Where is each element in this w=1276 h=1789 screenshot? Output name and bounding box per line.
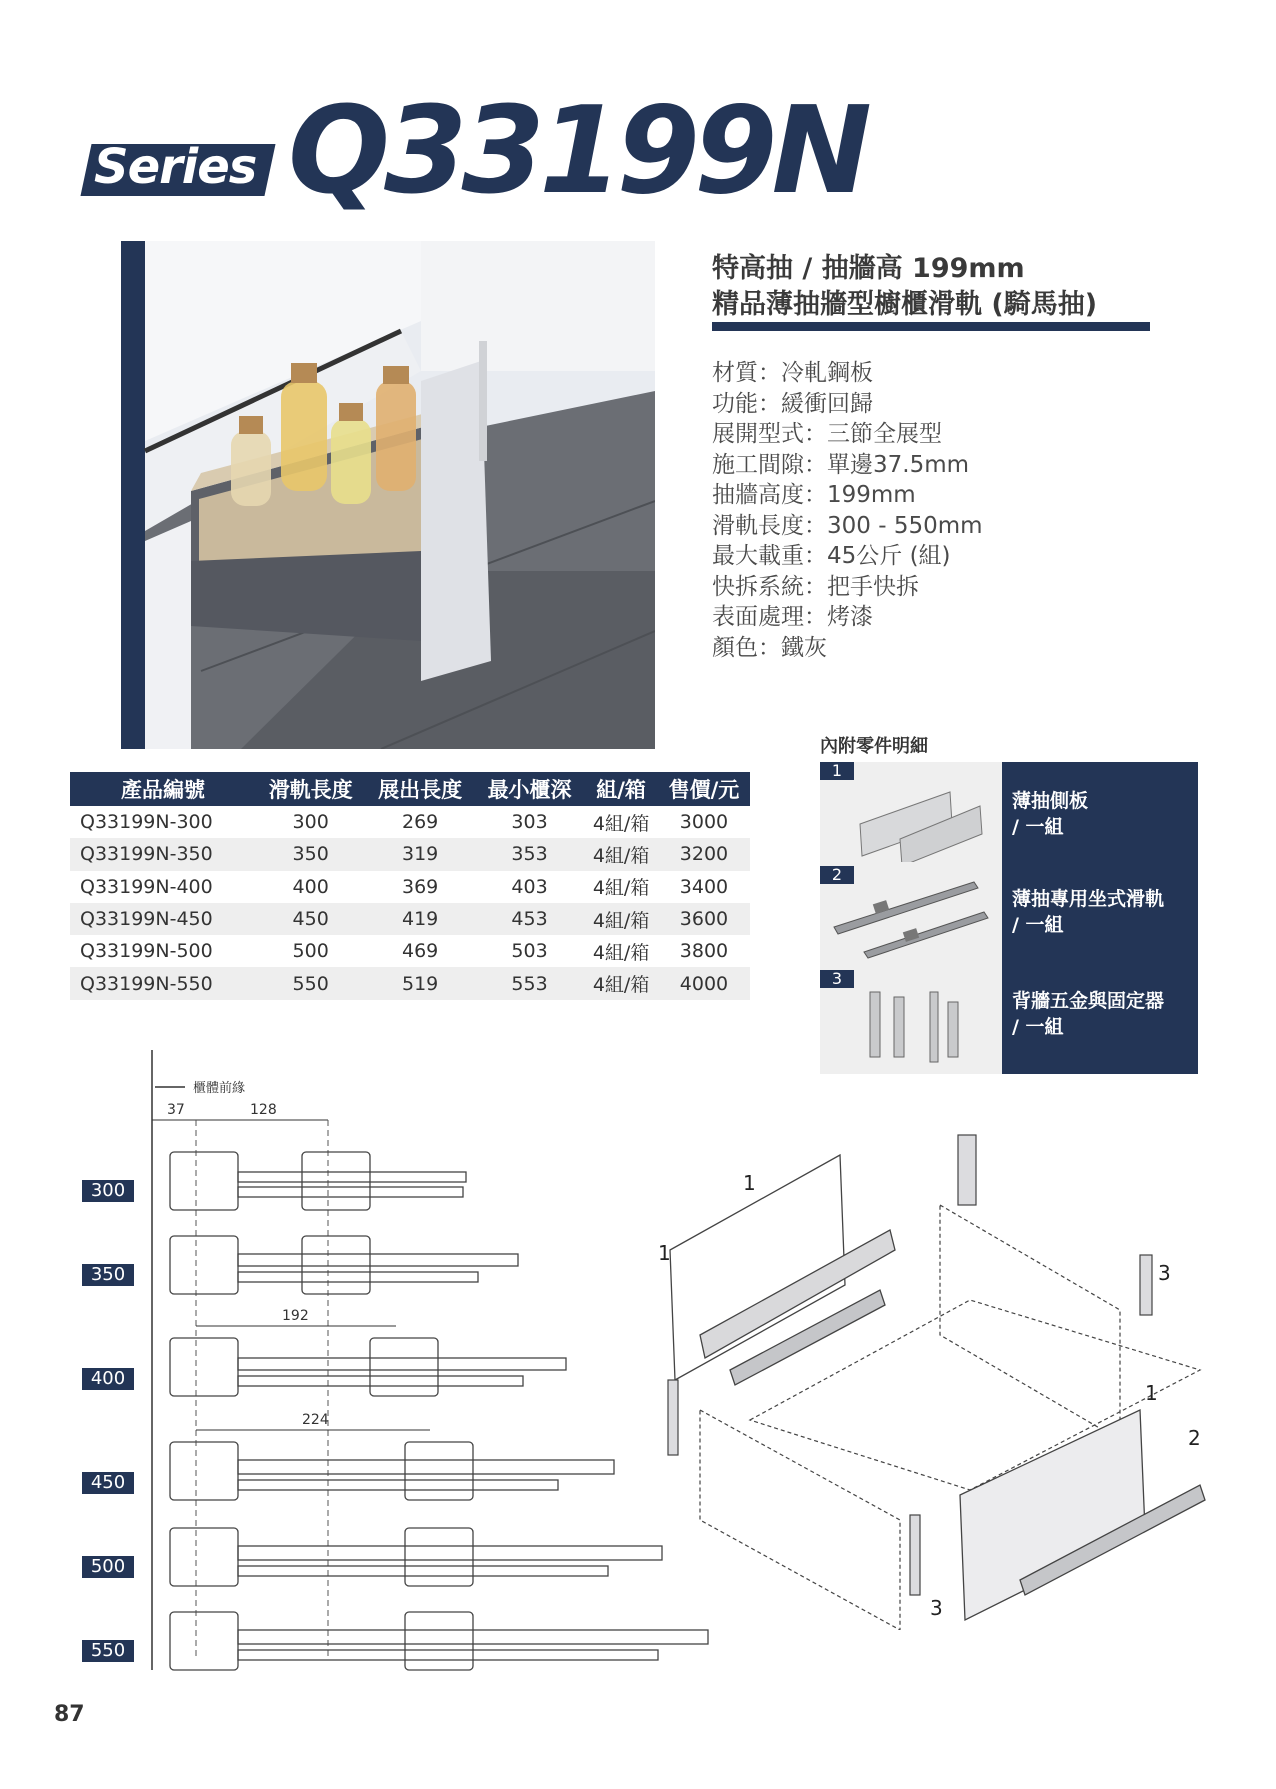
cell-price: 3200 (658, 838, 750, 870)
product-table (70, 772, 750, 1000)
cell: 4組/箱 (584, 967, 658, 999)
cell: 353 (475, 838, 584, 870)
spec-item: 材質：冷軋鋼板 (712, 360, 873, 386)
cell-price: 3600 (658, 903, 750, 935)
cell: 453 (475, 903, 584, 935)
parts-title: 內附零件明細 (820, 736, 928, 757)
cell: 4組/箱 (584, 838, 658, 870)
part-desc: 背牆五金與固定器 / 一組 (1012, 990, 1165, 1038)
spec-item: 滑軌長度：300 - 550mm (712, 512, 983, 539)
callout-label: 3 (930, 1596, 943, 1620)
cell-price: 3000 (679, 811, 729, 834)
cell: 400 (292, 875, 329, 898)
cell: 4組/箱 (592, 941, 650, 964)
table-row (70, 903, 750, 935)
series-label: Series (94, 139, 257, 195)
cell: 4組/箱 (592, 812, 650, 835)
cell-model: Q33199N-350 (70, 838, 256, 870)
cell: 369 (401, 875, 439, 898)
parts-box (820, 762, 1198, 1074)
title-underline (712, 322, 1150, 331)
exploded-view (640, 1110, 1240, 1630)
cell: 519 (365, 967, 474, 999)
cell-price: 3400 (679, 875, 729, 898)
callout-label: 1 (1145, 1381, 1158, 1405)
length-badge: 400 (82, 1368, 134, 1390)
cell: 419 (365, 903, 474, 935)
table-row (70, 806, 750, 838)
spec-list (712, 358, 983, 663)
cell: 303 (511, 811, 548, 834)
callout-label: 2 (1188, 1426, 1201, 1450)
callout-label: 3 (1158, 1261, 1171, 1285)
cell: 403 (511, 875, 548, 898)
spec-item: 功能：緩衝回歸 (712, 390, 873, 417)
length-badge: 300 (82, 1180, 134, 1202)
cell: 450 (256, 903, 365, 935)
cell: 500 (292, 940, 329, 963)
cell-price: 3800 (679, 940, 729, 963)
product-photo (121, 241, 655, 749)
cell: 553 (475, 967, 584, 999)
length-badge: 550 (82, 1640, 134, 1662)
part-number: 1 (820, 762, 854, 780)
table-row (70, 871, 750, 903)
cell-model: Q33199N-550 (70, 967, 256, 999)
dim-224: 224 (302, 1412, 329, 1428)
col-header: 展出長度 (365, 772, 474, 806)
table-row (70, 838, 750, 870)
length-badge: 500 (82, 1556, 134, 1578)
part-number: 2 (820, 866, 854, 884)
col-header: 組/箱 (584, 772, 658, 806)
col-header: 滑軌長度 (256, 772, 365, 806)
back-fixture-image (860, 987, 980, 1069)
table-row (70, 967, 750, 999)
part-number: 3 (820, 970, 854, 988)
spec-item: 快拆系統：把手快拆 (712, 573, 919, 600)
cell-model: Q33199N-400 (80, 875, 213, 898)
cell: 469 (401, 940, 439, 963)
dim-128: 128 (250, 1102, 277, 1118)
product-title-line1: 特高抽 / 抽牆高 199mm (712, 253, 1025, 284)
dim-192: 192 (282, 1308, 309, 1324)
slide-rail-image (824, 872, 994, 962)
table-row (70, 935, 750, 967)
cell: 319 (365, 838, 474, 870)
cell-model: Q33199N-450 (70, 903, 256, 935)
table-header-row (70, 772, 750, 806)
cell: 503 (511, 940, 548, 963)
spec-item: 最大載重：45公斤 (組) (712, 543, 951, 569)
cell: 300 (292, 811, 329, 834)
dim-37: 37 (167, 1102, 185, 1118)
cell-model: Q33199N-300 (80, 811, 213, 834)
spec-item: 表面處理：烤漆 (712, 604, 873, 630)
cell: 4組/箱 (592, 877, 650, 900)
side-panel-image (840, 784, 990, 862)
callout-label: 1 (743, 1171, 756, 1195)
cell-price: 4000 (658, 967, 750, 999)
spec-item: 顏色：鐵灰 (712, 634, 827, 661)
spec-item: 施工間隙：單邊37.5mm (712, 451, 970, 478)
spec-item: 抽牆高度：199mm (712, 482, 916, 508)
part-desc: 薄抽專用坐式滑軌 / 一組 (1012, 888, 1165, 936)
parts-image-column (820, 762, 1002, 1074)
cell: 269 (401, 811, 439, 834)
page-number: 87 (54, 1702, 85, 1727)
cell: 4組/箱 (584, 903, 658, 935)
callout-label: 1 (658, 1241, 671, 1265)
col-header: 售價/元 (658, 772, 750, 806)
parts-text-column (1002, 762, 1198, 1074)
front-edge-label: 櫃體前緣 (193, 1081, 246, 1096)
model-title: Q33199N (288, 82, 866, 221)
cell: 550 (256, 967, 365, 999)
cell-model: Q33199N-500 (80, 940, 213, 963)
part-desc: 薄抽側板 / 一組 (1012, 790, 1089, 838)
length-badge: 450 (82, 1472, 134, 1494)
cell: 350 (256, 838, 365, 870)
col-header: 產品編號 (70, 772, 256, 806)
col-header: 最小櫃深 (475, 772, 584, 806)
product-title-line2: 精品薄抽牆型櫥櫃滑軌 (騎馬抽) (712, 289, 1098, 320)
spec-item: 展開型式：三節全展型 (712, 421, 942, 447)
length-badge: 350 (82, 1264, 134, 1286)
